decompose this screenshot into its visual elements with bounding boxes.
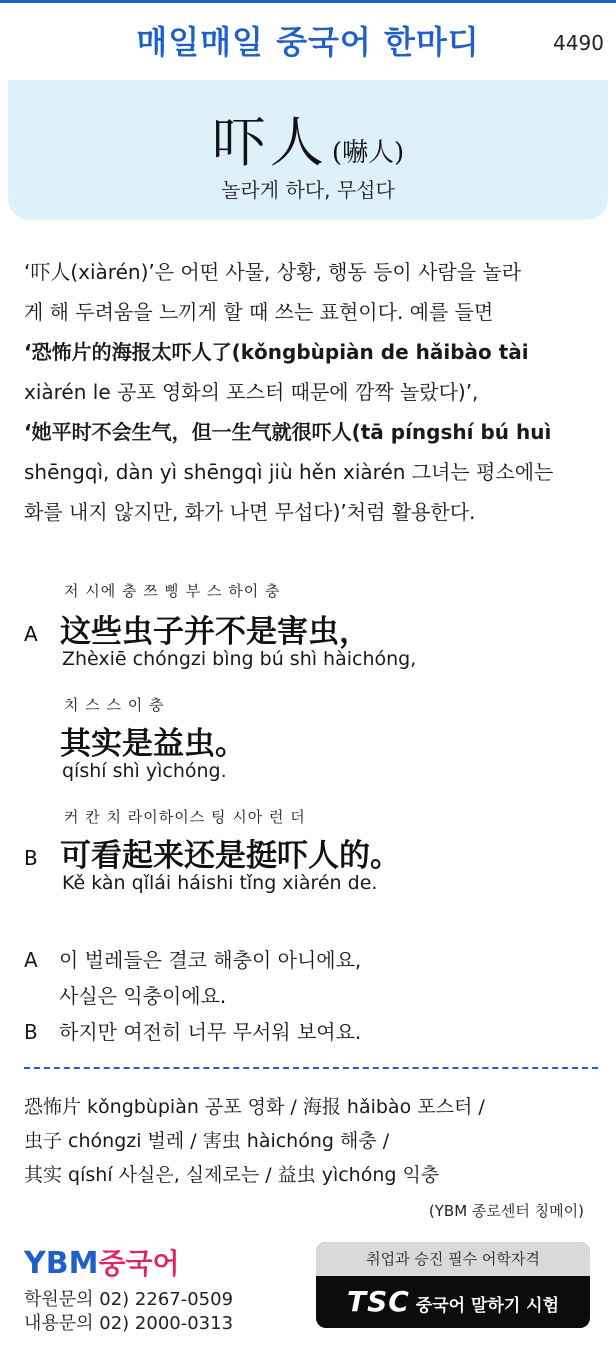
tsc-logo: TSC: [346, 1285, 410, 1318]
contact-academy: 학원문의 02) 2267-0509: [24, 1289, 234, 1310]
explanation-line: xiàrén le 공포 영화의 포스터 때문에 깜짝 놀랐다)’,: [24, 380, 479, 404]
keyword: 吓人: [211, 111, 328, 174]
explanation-line: ‘吓人(xiàrén)’은 어떤 사물, 상황, 행동 등이 사람을 놀라: [24, 260, 522, 284]
translation-row: [24, 942, 596, 978]
vocab-line: 恐怖片 kǒngbùpiàn 공포 영화 / 海报 hǎibào 포스터 /: [24, 1096, 485, 1118]
brand-name: YBM: [24, 1246, 99, 1281]
chinese-sentence: 这些虫子并不是害虫，: [60, 614, 370, 650]
vocab-line: 虫子 chóngzi 벌레 / 害虫 hàichóng 해충 /: [24, 1130, 390, 1152]
header: [0, 3, 616, 75]
explanation-line: 화를 내지 않지만, 화가 나면 무섭다)’처럼 활용한다.: [24, 500, 476, 524]
brand-logo: [24, 1242, 233, 1282]
chinese-sentence: 其实是益虫。: [60, 726, 246, 762]
translation-row: [24, 978, 596, 1014]
pinyin: qíshí shì yìchóng.: [62, 760, 227, 782]
pinyin: Kě kàn qǐlái háishi tǐng xiàrén de.: [62, 872, 378, 894]
pronunciation-guide: 저 시에 충 쯔 삥 부 스 하이 충: [64, 582, 281, 600]
brand-subtitle: 중국어: [98, 1247, 180, 1280]
speaker-label: A: [24, 622, 38, 646]
explanation-line: ‘她平时不会生气，但一生气就很吓人(tā píngshí bú huì: [24, 420, 552, 444]
keyword-traditional: (嚇人): [331, 138, 405, 168]
vocabulary: [24, 1090, 596, 1192]
explanation-line: ‘恐怖片的海报太吓人了(kǒngbùpiàn de hǎibào tài: [24, 340, 529, 364]
pinyin: Zhèxiē chóngzi bìng bú shì hàichóng,: [62, 648, 417, 670]
series-title: 매일매일 중국어 한마디: [136, 23, 480, 61]
translation-text: 사실은 익충이에요.: [59, 984, 227, 1008]
dashed-divider: [24, 1067, 598, 1069]
explanation-line: 게 해 두려움을 느끼게 할 때 쓰는 표현이다. 예를 들면: [24, 300, 494, 324]
tsc-banner[interactable]: [316, 1242, 590, 1328]
speaker-label: B: [24, 1020, 38, 1044]
tsc-label: 중국어 말하기 시험: [415, 1296, 560, 1316]
keyword-box: [8, 80, 608, 220]
tsc-bar: [316, 1276, 590, 1328]
translation-text: 이 벌레들은 결코 해충이 아니에요,: [59, 948, 362, 972]
pronunciation-guide: 치 스 스 이 충: [64, 696, 165, 714]
explanation-line: shēngqì, dàn yì shēngqì jiù hěn xiàrén 그녀는 평소에는: [24, 460, 554, 484]
pronunciation-guide: 커 칸 치 라이하이스 팅 시아 런 더: [64, 808, 306, 826]
speaker-label: A: [24, 948, 38, 972]
keyword-line: [8, 100, 608, 177]
author-credit: (YBM 종로센터 칭메이): [428, 1202, 584, 1220]
tsc-tagline: 취업과 승진 필수 어학자격: [316, 1242, 590, 1276]
translation-row: [24, 1014, 596, 1050]
keyword-meaning: 놀라게 하다, 무섭다: [221, 178, 395, 202]
explanation: [24, 252, 596, 532]
contact-content: 내용문의 02) 2000-0313: [24, 1313, 234, 1334]
translation: [24, 942, 596, 1050]
issue-number: 4490: [553, 31, 604, 55]
speaker-label: B: [24, 846, 38, 870]
chinese-sentence: 可看起来还是挺吓人的。: [60, 838, 401, 874]
footer-brand: [24, 1242, 233, 1336]
vocab-line: 其实 qíshí 사실은, 실제로는 / 益虫 yìchóng 익충: [24, 1164, 440, 1186]
translation-text: 하지만 여전히 너무 무서워 보여요.: [59, 1020, 362, 1044]
